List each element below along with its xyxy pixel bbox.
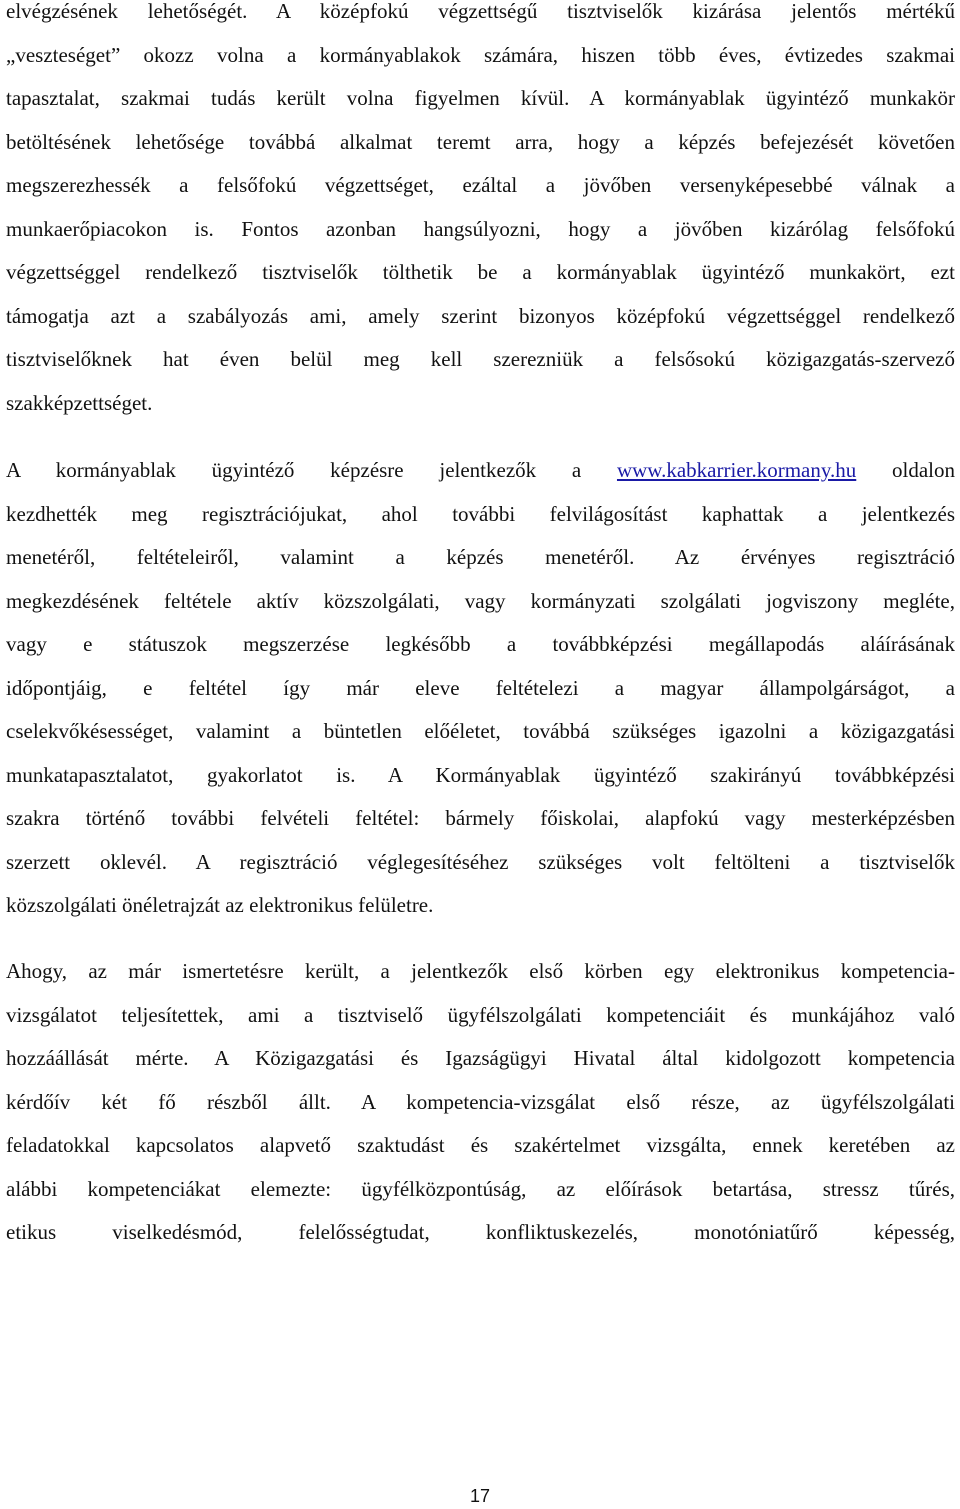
text-line: feladatokkal kapcsolatos alapvető szaktudást és szakértelmet vizsgálta, ennek keretében az [6, 1133, 955, 1157]
text-line-with-link [6, 449, 955, 493]
text-line: elvégzésének lehetőségét. A középfokú végzettségű tisztviselők kizárása jelentős mértékű [6, 0, 955, 23]
website-link[interactable]: www.kabkarrier.kormany.hu [616, 458, 857, 482]
text-line: vagy e státuszok megszerzése legkésőbb a továbbképzési megállapodás aláírásának [6, 632, 955, 656]
text-line: hozzáállását mérte. A Közigazgatási és Igazságügyi Hivatal által kidolgozott kompetencia [6, 1046, 955, 1070]
text-line: közszolgálati önéletrajzát az elektronikus felületre. [6, 893, 434, 917]
page-number: 17 [469, 1486, 491, 1506]
text-line: etikus viselkedésmód, felelősségtudat, konfliktuskezelés, monotóniatűrő képesség, [6, 1220, 955, 1244]
paragraph-1 [6, 0, 955, 425]
text-line: betöltésének lehetősége továbbá alkalmat teremt arra, hogy a képzés befejezését követően [6, 129, 955, 154]
text-line: szakképzettséget. [6, 390, 153, 415]
text-line: menetéről, feltételeiről, valamint a képzés menetéről. Az érvényes regisztráció [6, 545, 955, 569]
text-line: végzettséggel rendelkező tisztviselők tölthetik be a kormányablak ügyintéző munkakört, ezt [6, 260, 955, 284]
text-line: munkaerőpiacokon is. Fontos azonban hangsúlyozni, hogy a jövőben kizárólag felsőfokú [6, 216, 955, 241]
text-line: cselekvőkésességet, valamint a büntetlen előéletet, továbbá szükséges igazolni a közigazgatási [6, 719, 955, 743]
text-line: tisztviselőknek hat éven belül meg kell szerezniük a felsősokú közigazgatás-szervező [6, 347, 955, 371]
text-line: szakra történő további felvételi feltétel: bármely főiskolai, alapfokú vagy mesterképzésben [6, 806, 955, 830]
text-fragment: oldalon [856, 458, 955, 482]
text-line: támogatja azt a szabályozás ami, amely szerint bizonyos középfokú végzettséggel rendelkező [6, 303, 955, 328]
text-line: „veszteséget” okozz volna a kormányablakok számára, hiszen több éves, évtizedes szakmai [6, 42, 955, 67]
text-line: szerzett oklevél. A regisztráció véglegesítéséhez szükséges volt feltölteni a tisztviselők [6, 849, 955, 874]
text-line: munkatapasztalatot, gyakorlatot is. A Kormányablak ügyintéző szakirányú továbbképzési [6, 762, 955, 787]
paragraph-2 [6, 449, 955, 928]
text-fragment: A kormányablak ügyintéző képzésre jelentkezők a [6, 458, 617, 482]
text-line: tapasztalat, szakmai tudás került volna figyelmen kívül. A kormányablak ügyintéző munkakör [6, 86, 955, 110]
text-line: időpontjáig, e feltétel így már eleve feltételezi a magyar állampolgárságot, a [6, 675, 955, 700]
text-line: alábbi kompetenciákat elemezte: ügyfélközpontúság, az előírások betartása, stressz tűrés, [6, 1176, 955, 1201]
paragraph-3 [6, 950, 955, 1255]
text-line: megszerezhessék a felsőfokú végzettséget, ezáltal a jövőben versenyképesebbé válnak a [6, 173, 955, 197]
text-line: kezdhették meg regisztrációjukat, ahol további felvilágosítást kaphattak a jelentkezés [6, 501, 955, 526]
text-line: Ahogy, az már ismertetésre került, a jelentkezők első körben egy elektronikus kompetencia- [6, 959, 955, 983]
text-line: kérdőív két fő részből állt. A kompetencia-vizsgálat első része, az ügyfélszolgálati [6, 1089, 955, 1114]
text-line: megkezdésének feltétele aktív közszolgálati, vagy kormányzati szolgálati jogviszony megléte, [6, 588, 955, 613]
text-line: vizsgálatot teljesítettek, ami a tisztviselő ügyfélszolgálati kompetenciáit és munkájához való [6, 1002, 955, 1027]
